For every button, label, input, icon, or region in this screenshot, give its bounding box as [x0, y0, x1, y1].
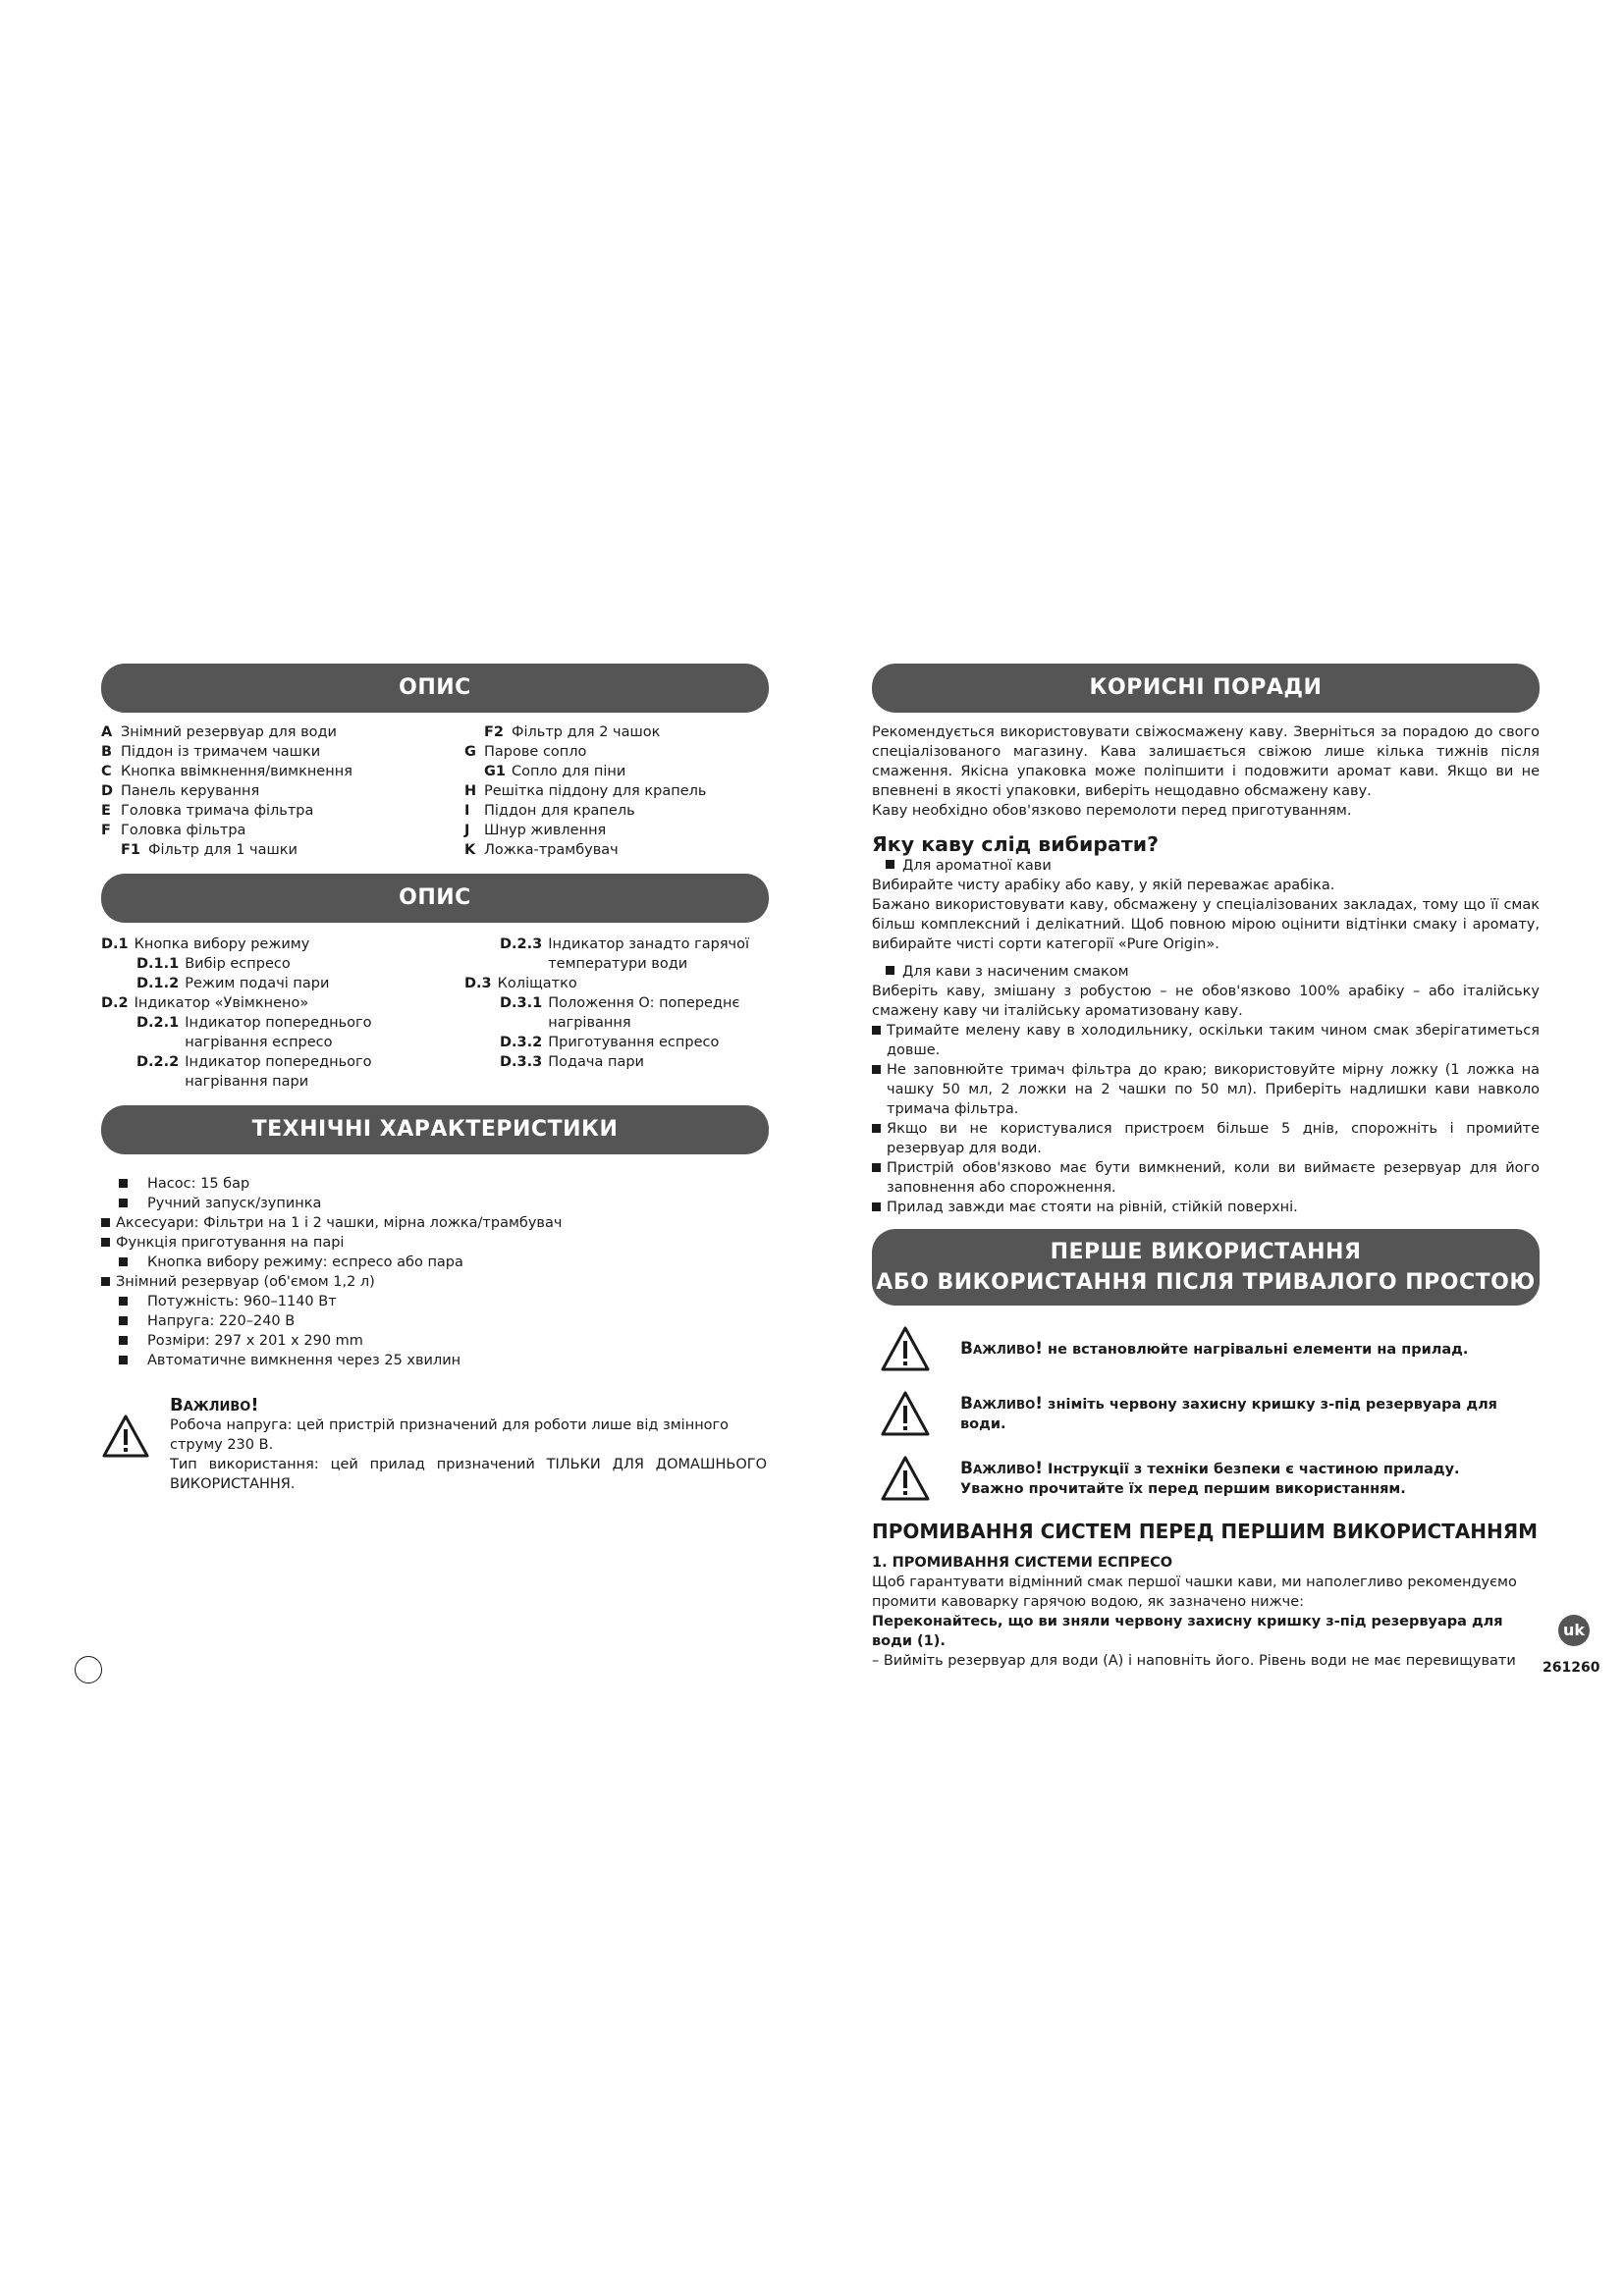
strong-subheading	[872, 962, 1540, 982]
bullet-square-icon	[119, 1257, 128, 1266]
control-text: Індикатор попереднього нагрівання пари	[185, 1054, 372, 1090]
part-item	[101, 742, 464, 762]
tip-bullet-text: Пристрій обов'язково має бути вимкнений, коли ви виймаєте резервуар для його заповнення або спорожнення.	[887, 1160, 1540, 1196]
control-text: Індикатор попереднього нагрівання еспресо	[185, 1015, 372, 1050]
warning-message: зніміть червону захисну кришку з-під резервуара для води.	[960, 1396, 1497, 1432]
part-text: Панель керування	[121, 783, 260, 799]
part-key: D	[101, 783, 114, 799]
bullet-square-icon	[119, 1297, 128, 1306]
right-column	[872, 664, 1540, 1671]
control-item	[101, 1013, 464, 1052]
first-use-title-line2: АБО ВИКОРИСТАННЯ ПІСЛЯ ТРИВАЛОГО ПРОСТОЮ	[876, 1270, 1536, 1295]
warning-row	[872, 1325, 1540, 1372]
bullet-square-icon	[872, 1124, 881, 1133]
spec-text: Аксесуари: Фільтри на 1 і 2 чашки, мірна ложка/трамбувач	[116, 1215, 563, 1231]
spec-item	[101, 1311, 769, 1331]
warning-row	[872, 1390, 1540, 1437]
spec-text: Автоматичне вимкнення через 25 хвилин	[147, 1353, 461, 1368]
control-item	[101, 974, 464, 993]
important-box	[101, 1396, 769, 1494]
control-key: D.1	[101, 936, 129, 952]
flush-cap-note: Переконайтесь, що ви зняли червону захисну кришку з-під резервуара для води (1).	[872, 1614, 1503, 1649]
controls-column-2	[464, 934, 769, 1092]
parts-column-2	[464, 722, 769, 860]
important-title: Важливо!	[170, 1395, 259, 1415]
spec-text: Ручний запуск/зупинка	[147, 1196, 322, 1211]
control-text: Індикатор «Увімкнено»	[134, 995, 309, 1011]
section-header-description: ОПИС	[101, 664, 769, 713]
part-item	[464, 781, 769, 801]
control-key: D.2.1	[136, 1015, 180, 1031]
warning-row	[872, 1455, 1540, 1502]
control-key: D.3.2	[500, 1035, 543, 1050]
tip-bullet	[872, 1119, 1540, 1158]
part-key: F2	[484, 724, 504, 740]
warning-label: Важливо!	[960, 1458, 1044, 1478]
spec-item	[101, 1213, 769, 1233]
spec-item	[101, 1233, 769, 1253]
warning-message: не встановлюйте нагрівальні елементи на прилад.	[1048, 1341, 1469, 1358]
control-text: Коліщатко	[497, 976, 577, 991]
tip-bullet-text: Якщо ви не користувалися пристроєм більше 5 днів, спорожніть і промийте резервуар для води.	[887, 1121, 1540, 1156]
spec-text: Функція приготування на парі	[116, 1235, 345, 1251]
control-key: D.2.2	[136, 1054, 180, 1070]
part-item	[101, 821, 464, 840]
bullet-square-icon	[872, 1026, 881, 1035]
bullet-square-icon	[119, 1179, 128, 1188]
part-key: C	[101, 764, 112, 779]
control-panel-list	[101, 934, 769, 1092]
section-header-description-2: ОПИС	[101, 874, 769, 923]
warning-text	[960, 1394, 1540, 1434]
tip-bullet	[872, 1158, 1540, 1198]
control-key: D.2.3	[500, 936, 543, 952]
page-numbers: 261260	[1543, 1660, 1600, 1676]
flush-step: – Вийміть резервуар для води (A) і наповніть його. Рівень води не має перевищувати	[872, 1653, 1516, 1669]
spec-item	[101, 1272, 769, 1292]
warning-triangle-icon	[880, 1455, 931, 1502]
spec-item	[101, 1351, 769, 1370]
warning-line	[960, 1459, 1460, 1479]
bullet-square-icon	[101, 1277, 110, 1286]
warning-triangle-icon	[880, 1325, 931, 1372]
part-text: Головка фільтра	[121, 823, 246, 838]
control-key: D.3.3	[500, 1054, 543, 1070]
bullet-square-icon	[101, 1218, 110, 1227]
tip-bullet-text: Тримайте мелену каву в холодильнику, оскільки таким чином смак зберігатиметься довше.	[887, 1023, 1540, 1058]
part-item	[464, 821, 769, 840]
arabica-note: Вибирайте чисту арабіку або каву, у якій переважає арабіка.	[872, 878, 1335, 893]
spec-item	[101, 1331, 769, 1351]
tip-bullet-text: Прилад завжди має стояти на рівній, стійкій поверхні.	[887, 1200, 1298, 1215]
part-text: Ложка-трамбувач	[484, 842, 619, 858]
part-text: Сопло для піни	[512, 764, 626, 779]
part-key: H	[464, 783, 477, 799]
control-item	[101, 1052, 464, 1092]
warning-triangle-icon	[880, 1390, 931, 1437]
usage-note: Тип використання: цей прилад призначений ТІЛЬКИ ДЛЯ ДОМАШНЬОГО ВИКОРИСТАННЯ.	[170, 1457, 767, 1492]
part-text: Фільтр для 2 чашок	[512, 724, 661, 740]
part-item	[464, 840, 769, 860]
warning-triangle-icon	[101, 1414, 150, 1459]
part-key: G1	[484, 764, 506, 779]
warning-text	[960, 1459, 1460, 1499]
control-text: Кнопка вибору режиму	[134, 936, 310, 952]
control-item	[101, 934, 464, 954]
bullet-square-icon	[119, 1199, 128, 1207]
warning-message-2: Уважно прочитайте їх перед першим використанням.	[960, 1480, 1406, 1497]
control-text: Подача пари	[548, 1054, 644, 1070]
part-text: Піддон із тримачем чашки	[121, 744, 321, 760]
control-item	[464, 974, 769, 993]
description-parts-list	[101, 722, 769, 860]
bullet-square-icon	[872, 1202, 881, 1211]
roast-note: Бажано використовувати каву, обсмажену у спеціалізованих закладах, тому що її смак більш комплексний і делікатний. Щоб повною мірою оцінити відтінки смаку і аромату, вибирайте чисті сорти категорії «Pure Origin».	[872, 897, 1540, 952]
part-item	[101, 801, 464, 821]
spec-item	[101, 1174, 769, 1194]
part-text: Піддон для крапель	[484, 803, 635, 819]
control-item	[101, 954, 464, 974]
part-text: Фільтр для 1 чашки	[148, 842, 298, 858]
part-item	[101, 840, 464, 860]
warning-label: Важливо!	[960, 1393, 1044, 1414]
control-text: Індикатор занадто гарячої температури води	[548, 936, 750, 972]
spec-item	[101, 1253, 769, 1272]
part-key: B	[101, 744, 113, 760]
flush-intro: Щоб гарантувати відмінний смак першої чашки кави, ми наполегливо рекомендуємо промити кавоварку гарячою водою, як зазначено нижче:	[872, 1575, 1517, 1610]
tip-bullet	[872, 1021, 1540, 1060]
part-item	[464, 742, 769, 762]
part-item	[464, 722, 769, 742]
part-key: J	[464, 823, 470, 838]
control-key: D.3.1	[500, 995, 543, 1011]
spec-text: Знімний резервуар (об'ємом 1,2 л)	[116, 1274, 375, 1290]
warning-text	[960, 1339, 1468, 1360]
section-header-first-use	[872, 1229, 1540, 1306]
bullet-square-icon	[119, 1316, 128, 1325]
spec-text: Насос: 15 бар	[147, 1176, 250, 1192]
tip-bullet	[872, 1060, 1540, 1119]
parts-column-1	[101, 722, 464, 860]
bullet-square-icon	[872, 1065, 881, 1074]
strong-subheading-text: Для кави з насиченим смаком	[902, 964, 1129, 980]
aromatic-subheading	[872, 856, 1540, 876]
control-item	[464, 1052, 769, 1072]
spec-text: Напруга: 220–240 В	[147, 1313, 296, 1329]
spec-text: Кнопка вибору режиму: еспресо або пара	[147, 1255, 463, 1270]
part-key: A	[101, 724, 113, 740]
tips-grind-note: Каву необхідно обов'язково перемолоти перед приготуванням.	[872, 803, 1352, 819]
warning-message: Інструкції з техніки безпеки є частиною приладу.	[1048, 1461, 1460, 1477]
part-item	[464, 762, 769, 781]
first-use-warnings	[872, 1325, 1540, 1502]
part-item	[101, 762, 464, 781]
part-key: K	[464, 842, 476, 858]
part-key: E	[101, 803, 111, 819]
spec-item	[101, 1194, 769, 1213]
control-text: Вибір еспресо	[185, 956, 291, 972]
control-key: D.2	[101, 995, 129, 1011]
language-badge: uk	[1558, 1615, 1590, 1646]
part-key: I	[464, 803, 470, 819]
tips-bullets	[872, 1021, 1540, 1217]
part-item	[464, 801, 769, 821]
left-column	[101, 664, 769, 1494]
bullet-square-icon	[101, 1238, 110, 1247]
spec-text: Розміри: 297 x 201 x 290 mm	[147, 1333, 363, 1349]
warning-line	[960, 1339, 1468, 1360]
flush-subheading: 1. ПРОМИВАННЯ СИСТЕМИ ЕСПРЕСО	[872, 1555, 1173, 1571]
controls-column-1	[101, 934, 464, 1092]
control-text: Режим подачі пари	[185, 976, 330, 991]
voltage-note: Робоча напруга: цей пристрій призначений для роботи лише від змінного струму 230 В.	[170, 1417, 730, 1453]
control-key: D.3	[464, 976, 492, 991]
control-key: D.1.2	[136, 976, 180, 991]
bullet-square-icon	[119, 1356, 128, 1364]
warning-line	[960, 1394, 1540, 1434]
section-header-specs: ТЕХНІЧНІ ХАРАКТЕРИСТИКИ	[101, 1105, 769, 1154]
part-text: Решітка піддону для крапель	[484, 783, 707, 799]
specs-list	[101, 1174, 769, 1370]
control-item	[464, 993, 769, 1033]
aromatic-subheading-text: Для ароматної кави	[902, 858, 1052, 874]
part-key: F1	[121, 842, 140, 858]
bullet-square-icon	[119, 1336, 128, 1345]
warning-label: Важливо!	[960, 1338, 1044, 1359]
part-item	[101, 722, 464, 742]
part-text: Головка тримача фільтра	[121, 803, 314, 819]
bullet-square-icon	[886, 966, 894, 975]
part-key: F	[101, 823, 111, 838]
bullet-square-icon	[872, 1163, 881, 1172]
spec-text: Потужність: 960–1140 Вт	[147, 1294, 337, 1309]
part-item	[101, 781, 464, 801]
robusta-note: Виберіть каву, змішану з робустою – не обов'язково 100% арабіку – або італійську смажену каву чи італійську ароматизовану каву.	[872, 984, 1540, 1019]
part-text: Шнур живлення	[484, 823, 607, 838]
control-item	[464, 934, 769, 974]
part-text: Кнопка ввімкнення/вимкнення	[121, 764, 352, 779]
first-use-title-line1: ПЕРШЕ ВИКОРИСТАННЯ	[1050, 1240, 1362, 1264]
control-item	[464, 1033, 769, 1052]
part-text: Знімний резервуар для води	[121, 724, 337, 740]
control-text: Положення O: попереднє нагрівання	[548, 995, 740, 1031]
bullet-square-icon	[886, 860, 894, 869]
registration-circle	[75, 1656, 102, 1683]
part-key: G	[464, 744, 476, 760]
control-text: Приготування еспресо	[548, 1035, 720, 1050]
choose-coffee-heading: Яку каву слід вибирати?	[872, 832, 1159, 856]
spec-item	[101, 1292, 769, 1311]
flush-heading: ПРОМИВАННЯ СИСТЕМ ПЕРЕД ПЕРШИМ ВИКОРИСТАННЯМ	[872, 1520, 1539, 1543]
section-header-tips: КОРИСНІ ПОРАДИ	[872, 664, 1540, 713]
tip-bullet	[872, 1198, 1540, 1217]
control-item	[101, 993, 464, 1013]
tips-paragraph: Рекомендується використовувати свіжосмажену каву. Зверніться за порадою до свого спеціалізованого магазину. Кава залишається свіжою лише кілька тижнів після смаження. Якісна упаковка може поліпшити і подовжити аромат кави. Якщо ви не впевнені в якості упаковки, виберіть нещодавно обсмажену каву.	[872, 724, 1540, 799]
control-key: D.1.1	[136, 956, 180, 972]
part-text: Парове сопло	[484, 744, 587, 760]
tip-bullet-text: Не заповнюйте тримач фільтра до краю; використовуйте мірну ложку (1 ложка на чашку 50 мл, 2 ложки на 2 чашки по 50 мл). Приберіть надлишки кави навколо тримача фільтра.	[887, 1062, 1540, 1117]
